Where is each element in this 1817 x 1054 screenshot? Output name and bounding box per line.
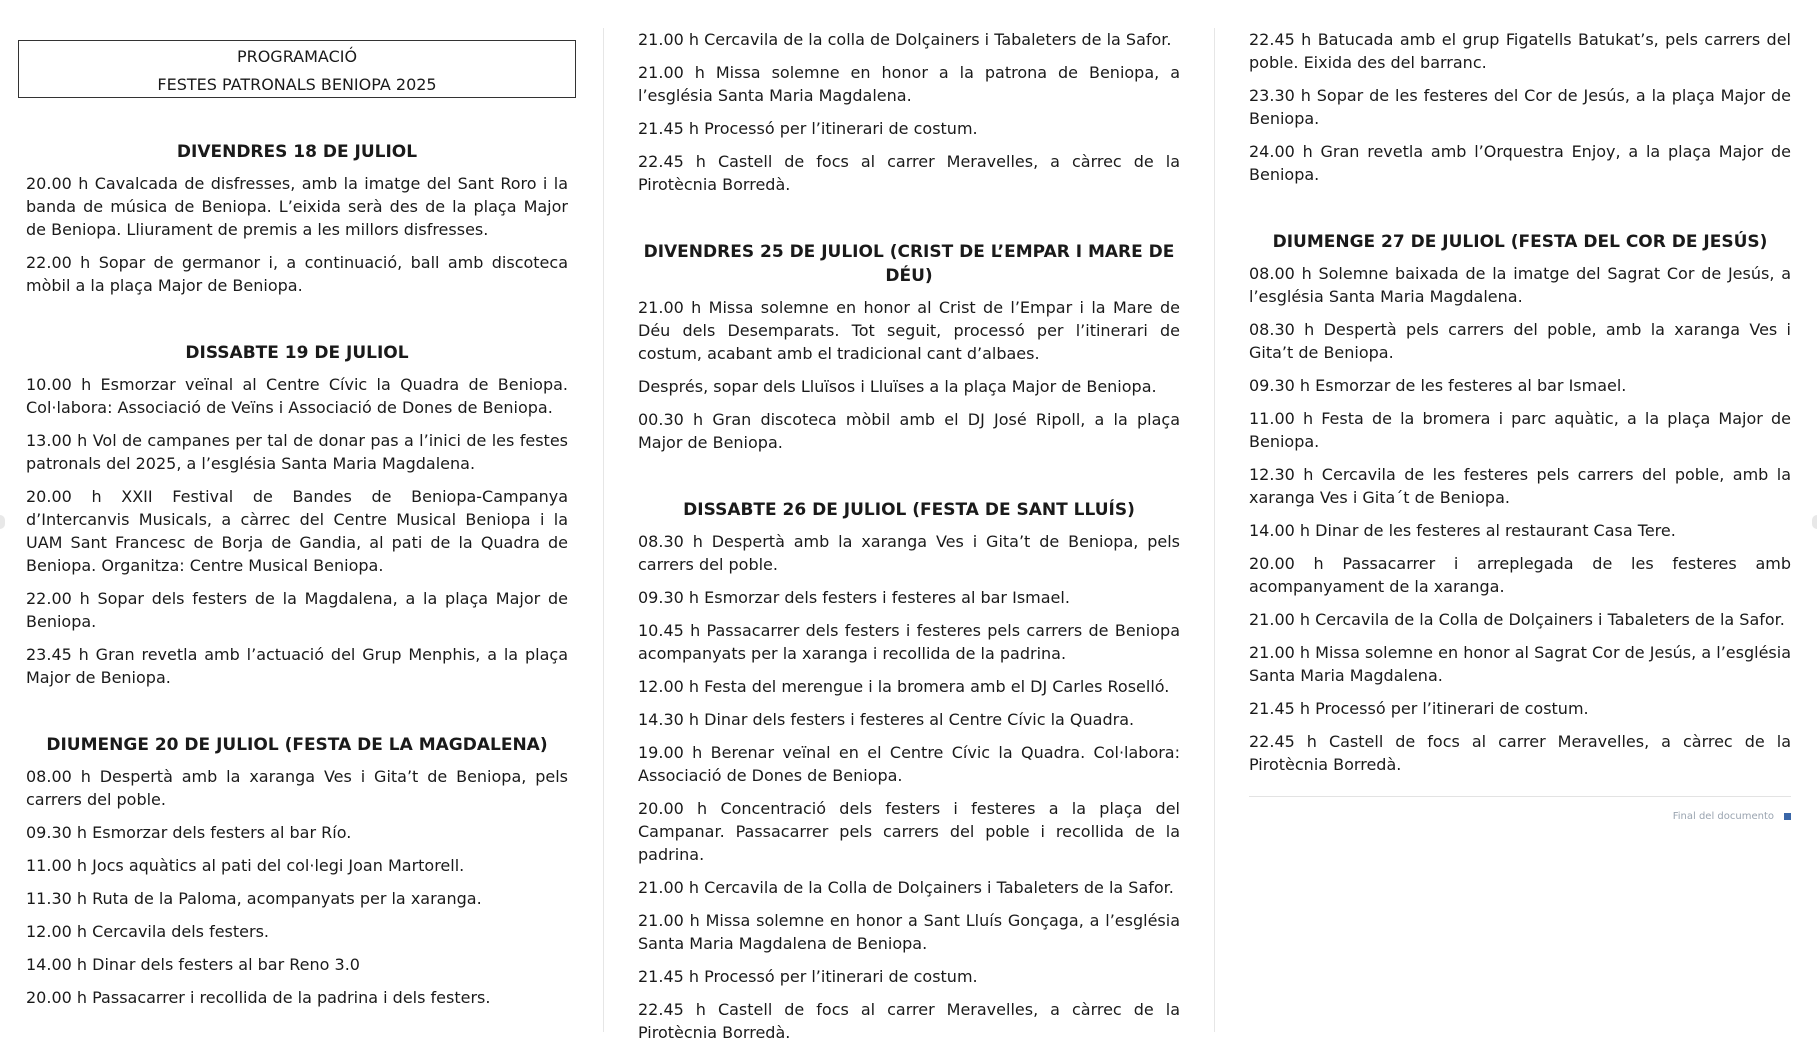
event-item: 10.45 h Passacarrer dels festers i festeres pels carrers de Beniopa acompanyats per la xaranga i recollida de la padrina.	[638, 621, 1180, 663]
event-item: 14.30 h Dinar dels festers i festeres al Centre Cívic la Quadra.	[638, 710, 1135, 729]
document-subtitle: FESTES PATRONALS BENIOPA 2025	[157, 75, 437, 94]
event-item: 20.00 h Concentració dels festers i festeres a la plaça del Campanar. Passacarrer pels carrers del poble i recollida de la padrina.	[638, 799, 1180, 864]
event-item: 00.30 h Gran discoteca mòbil amb el DJ José Ripoll, a la plaça Major de Beniopa.	[638, 410, 1180, 452]
page-edge-right	[1812, 515, 1817, 529]
event-item: 22.45 h Castell de focs al carrer Meravelles, a càrrec de la Pirotècnia Borredà.	[638, 152, 1180, 194]
event-item: 21.45 h Processó per l’itinerari de costum.	[638, 119, 978, 138]
event-list	[638, 28, 1180, 196]
day-heading: DIUMENGE 27 DE JULIOL (FESTA DEL COR DE JESÚS)	[1272, 232, 1768, 252]
event-item: 20.00 h Passacarrer i recollida de la padrina i dels festers.	[26, 988, 491, 1007]
document-title-box	[18, 40, 576, 98]
event-item: 22.45 h Batucada amb el grup Figatells Batukat’s, pels carrers del poble. Eixida des del barranc.	[1249, 30, 1791, 72]
event-item: 11.00 h Jocs aquàtics al pati del col·legi Joan Martorell.	[26, 856, 465, 875]
event-item: 10.00 h Esmorzar veïnal al Centre Cívic la Quadra de Beniopa. Col·labora: Associació de Veïns i Associació de Dones de Beniopa.	[26, 375, 568, 417]
document-end-marker	[1249, 796, 1791, 822]
event-item: 11.00 h Festa de la bromera i parc aquàtic, a la plaça Major de Beniopa.	[1249, 409, 1791, 451]
event-list	[638, 296, 1180, 454]
event-item: 14.00 h Dinar dels festers al bar Reno 3.0	[26, 955, 360, 974]
column-3	[1249, 28, 1791, 822]
document-end-label: Final del documento	[1672, 811, 1774, 822]
event-item: 21.00 h Cercavila de la Colla de Dolçainers i Tabaleters de la Safor.	[638, 878, 1174, 897]
event-list	[1249, 262, 1791, 776]
event-item: 21.45 h Processó per l’itinerari de costum.	[638, 967, 978, 986]
event-item: 09.30 h Esmorzar dels festers al bar Río.	[26, 823, 352, 842]
day-heading: DIUMENGE 20 DE JULIOL (FESTA DE LA MAGDALENA)	[46, 735, 548, 755]
event-list	[638, 530, 1180, 1044]
event-list	[1249, 28, 1791, 186]
event-item: 22.45 h Castell de focs al carrer Meravelles, a càrrec de la Pirotècnia Borredà.	[1249, 732, 1791, 774]
event-item: 22.45 h Castell de focs al carrer Meravelles, a càrrec de la Pirotècnia Borredà.	[638, 1000, 1180, 1042]
column-2	[638, 28, 1180, 1054]
event-item: 21.00 h Missa solemne en honor a la patrona de Beniopa, a l’església Santa Maria Magdalena.	[638, 63, 1180, 105]
day-heading: DISSABTE 19 DE JULIOL	[185, 343, 409, 363]
event-item: 23.30 h Sopar de les festeres del Cor de Jesús, a la plaça Major de Beniopa.	[1249, 86, 1791, 128]
event-item: 20.00 h Passacarrer i arreplegada de les festeres amb acompanyament de la xaranga.	[1249, 554, 1791, 596]
event-item: 12.00 h Cercavila dels festers.	[26, 922, 270, 941]
event-item: 19.00 h Berenar veïnal en el Centre Cívic la Quadra. Col·labora: Associació de Dones de Beniopa.	[638, 743, 1180, 785]
event-item: 14.00 h Dinar de les festeres al restaurant Casa Tere.	[1249, 521, 1676, 540]
event-item: 11.30 h Ruta de la Paloma, acompanyats per la xaranga.	[26, 889, 482, 908]
day-heading: DIVENDRES 25 DE JULIOL (CRIST DE L’EMPAR I MARE DE DÉU)	[643, 242, 1175, 286]
column-divider	[603, 28, 604, 1032]
event-item: 21.00 h Missa solemne en honor al Sagrat Cor de Jesús, a l’església Santa Maria Magdalena.	[1249, 643, 1791, 685]
event-item: 22.00 h Sopar dels festers de la Magdalena, a la plaça Major de Beniopa.	[26, 589, 568, 631]
event-item: 24.00 h Gran revetla amb l’Orquestra Enjoy, a la plaça Major de Beniopa.	[1249, 142, 1791, 184]
event-item: Després, sopar dels Lluïsos i Lluïses a la plaça Major de Beniopa.	[638, 377, 1157, 396]
column-divider	[1214, 28, 1215, 1032]
column-1	[18, 28, 576, 1019]
event-item: 09.30 h Esmorzar dels festers i festeres al bar Ismael.	[638, 588, 1070, 607]
event-item: 12.00 h Festa del merengue i la bromera amb el DJ Carles Roselló.	[638, 677, 1170, 696]
event-item: 23.45 h Gran revetla amb l’actuació del Grup Menphis, a la plaça Major de Beniopa.	[26, 645, 568, 687]
event-list	[18, 373, 576, 689]
event-item: 12.30 h Cercavila de les festeres pels carrers del poble, amb la xaranga Ves i Gita´t de Beniopa.	[1249, 465, 1791, 507]
event-item: 21.00 h Cercavila de la Colla de Dolçainers i Tabaleters de la Safor.	[1249, 610, 1785, 629]
day-heading: DIVENDRES 18 DE JULIOL	[176, 142, 418, 162]
event-item: 21.00 h Missa solemne en honor al Crist de l’Empar i la Mare de Déu dels Desemparats. Tot seguit, processó per l’itinerari de costum, acabant amb el tradicional cant d’albaes.	[638, 298, 1180, 363]
event-item: 08.00 h Solemne baixada de la imatge del Sagrat Cor de Jesús, a l’església Santa Maria Magdalena.	[1249, 264, 1791, 306]
event-item: 08.00 h Despertà amb la xaranga Ves i Gita’t de Beniopa, pels carrers del poble.	[26, 767, 568, 809]
event-list	[18, 172, 576, 297]
event-item: 21.00 h Cercavila de la colla de Dolçainers i Tabaleters de la Safor.	[638, 30, 1172, 49]
event-item: 20.00 h Cavalcada de disfresses, amb la imatge del Sant Roro i la banda de música de Beniopa. L’eixida serà des de la plaça Major de Beniopa. Lliurament de premis a les millors disfresses.	[26, 174, 568, 239]
event-item: 21.45 h Processó per l’itinerari de costum.	[1249, 699, 1589, 718]
event-item: 08.30 h Despertà amb la xaranga Ves i Gita’t de Beniopa, pels carrers del poble.	[638, 532, 1180, 574]
event-item: 09.30 h Esmorzar de les festeres al bar Ismael.	[1249, 376, 1627, 395]
document-title: PROGRAMACIÓ	[236, 47, 358, 66]
event-item: 20.00 h XXII Festival de Bandes de Beniopa-Campanya d’Intercanvis Musicals, a càrrec del Centre Musical Beniopa i la UAM Sant Francesc de Borja de Gandia, al pati de la Quadra de Beniopa. Organitza: Centre Musical Beniopa.	[26, 487, 568, 575]
event-list	[18, 765, 576, 1009]
page-edge-left	[0, 515, 5, 529]
event-item: 21.00 h Missa solemne en honor a Sant Lluís Gonçaga, a l’església Santa Maria Magdalena de Beniopa.	[638, 911, 1180, 953]
event-item: 13.00 h Vol de campanes per tal de donar pas a l’inici de les festes patronals del 2025, a l’església Santa Maria Magdalena.	[26, 431, 568, 473]
day-heading: DISSABTE 26 DE JULIOL (FESTA DE SANT LLUÍS)	[683, 500, 1135, 520]
event-item: 22.00 h Sopar de germanor i, a continuació, ball amb discoteca mòbil a la plaça Major de Beniopa.	[26, 253, 568, 295]
event-item: 08.30 h Despertà pels carrers del poble, amb la xaranga Ves i Gita’t de Beniopa.	[1249, 320, 1791, 362]
end-square-icon	[1784, 813, 1791, 820]
